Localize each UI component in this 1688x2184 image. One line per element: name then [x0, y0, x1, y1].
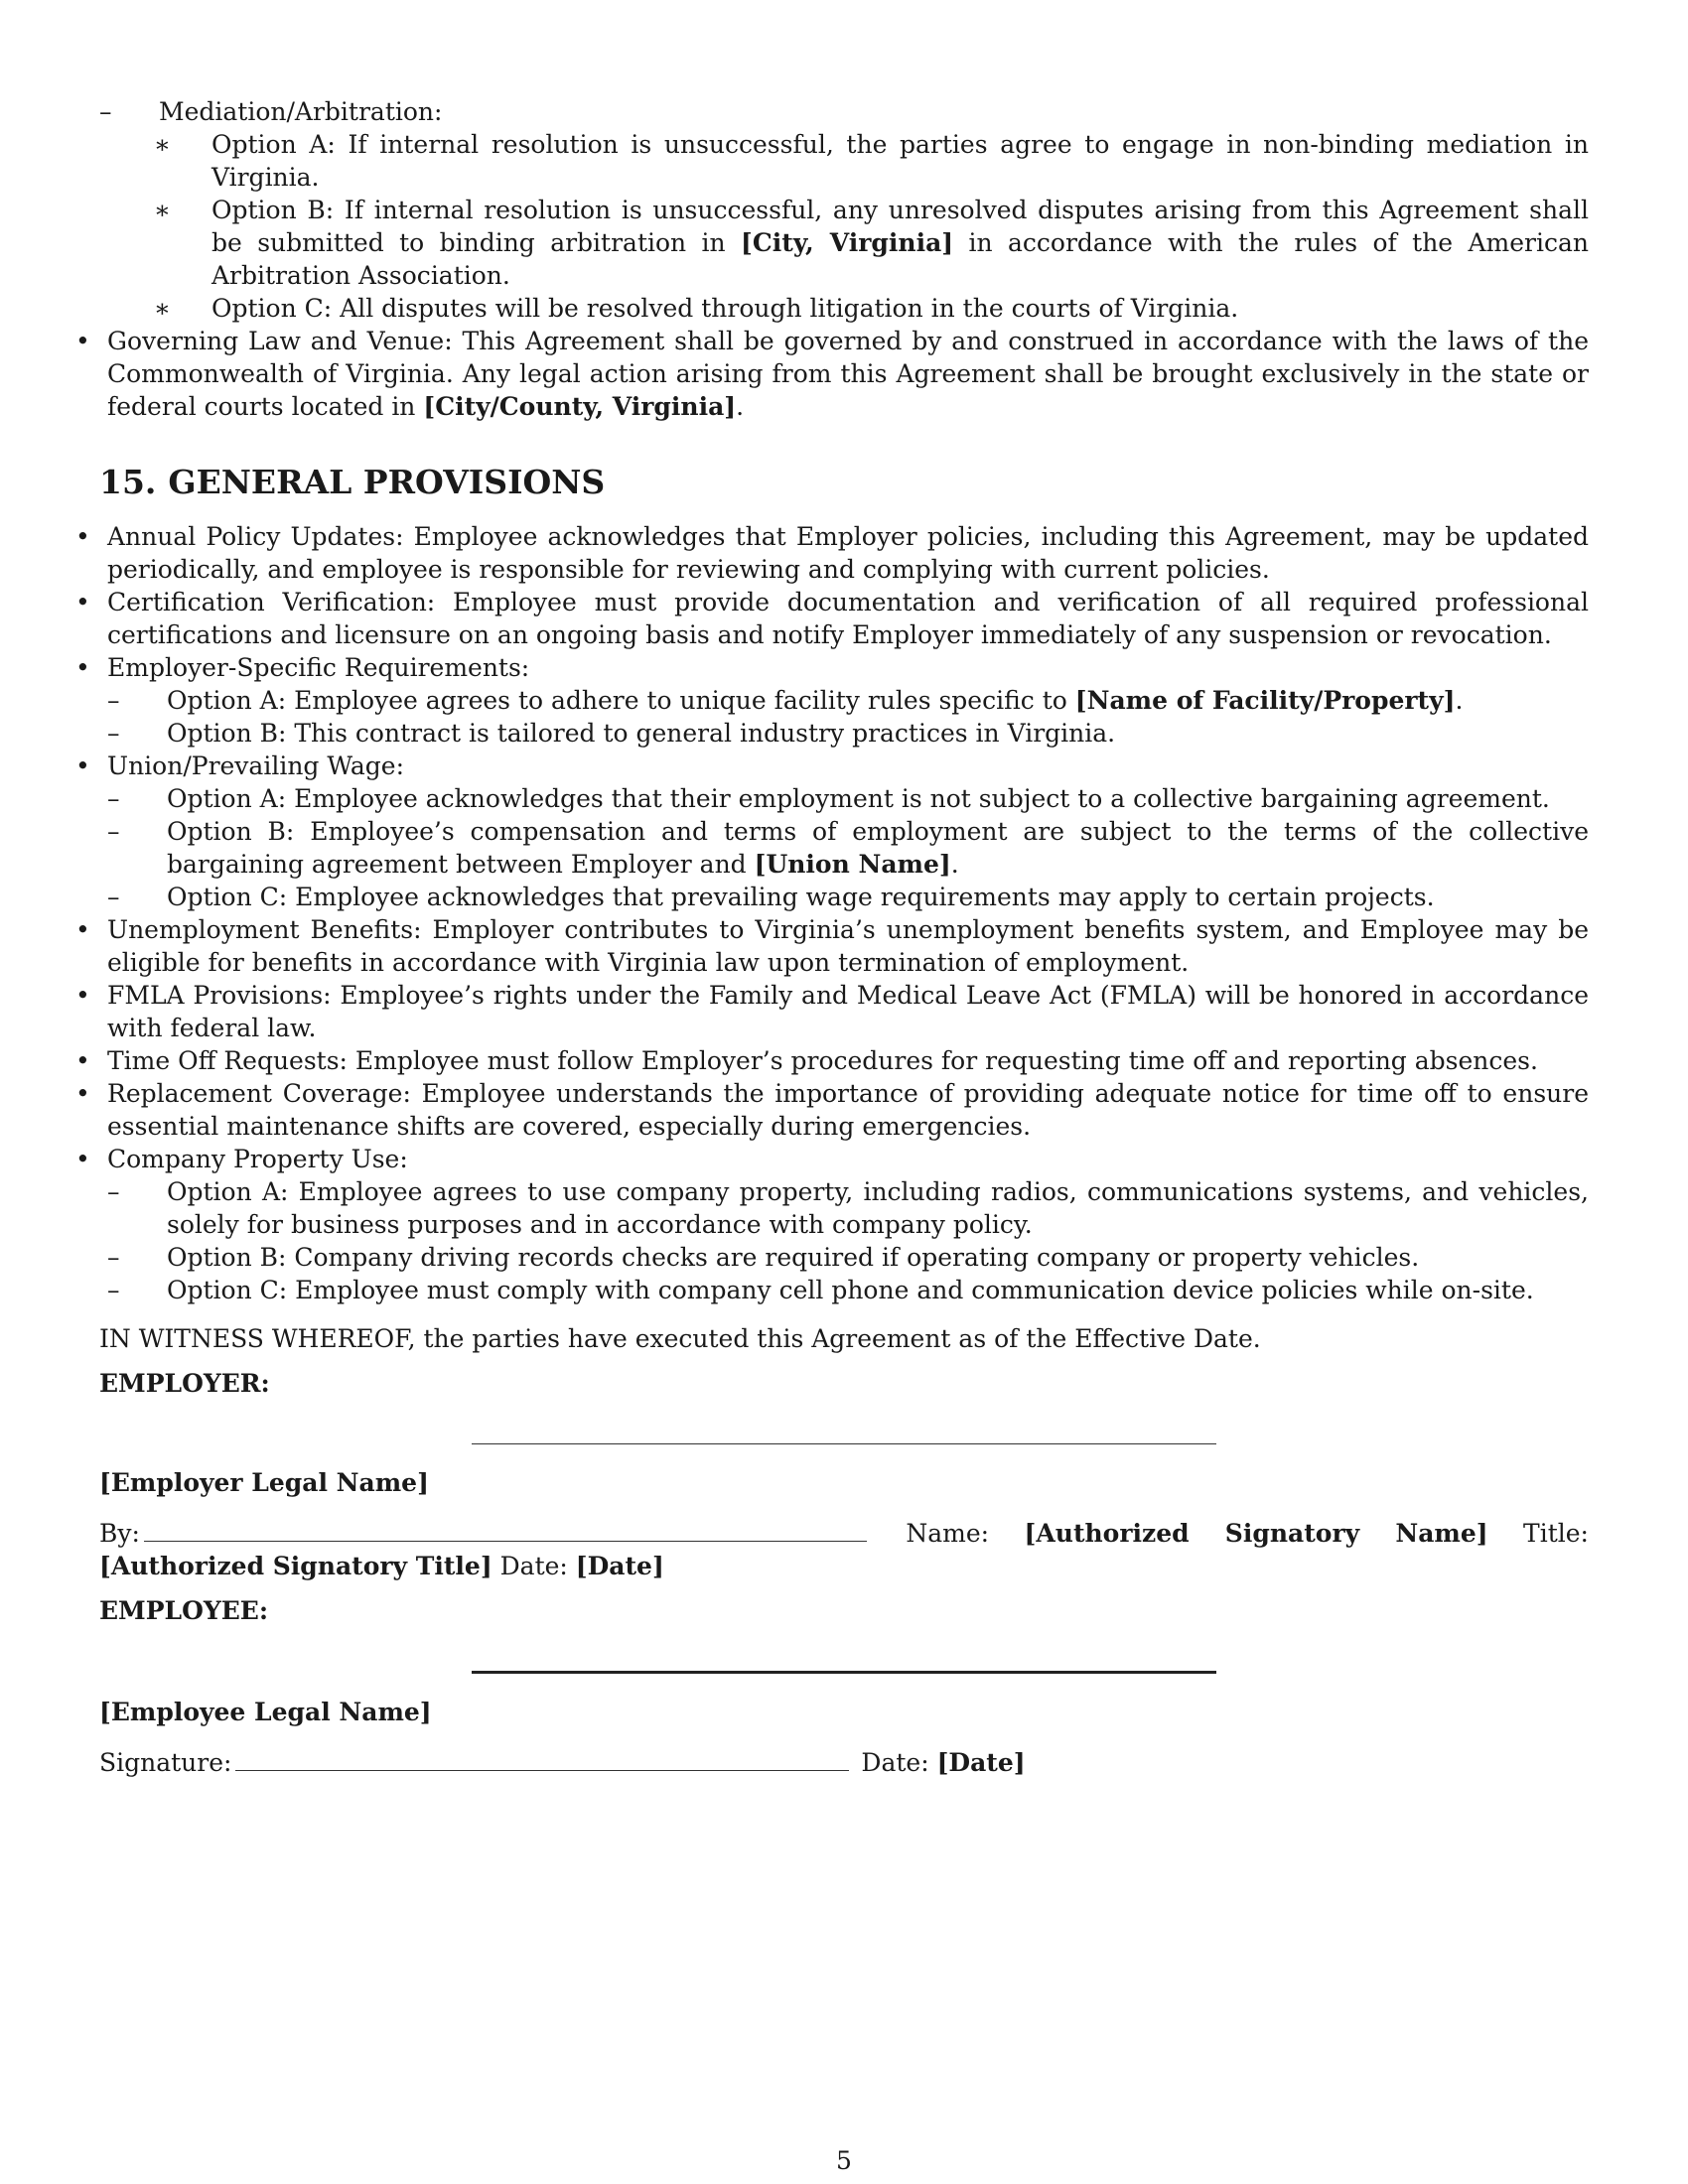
section-number: 15.	[99, 463, 157, 501]
employee-legal-name: [Employee Legal Name]	[99, 1698, 432, 1726]
property-option-c: Option C: Employee must comply with company cell phone and communication device policies while on-site.	[167, 1276, 1534, 1304]
employer-signature-line	[472, 1443, 1216, 1444]
dash-marker: –	[107, 1177, 120, 1206]
arbitration-city-placeholder: [City, Virginia]	[741, 228, 954, 257]
union-option-a: Option A: Employee acknowledges that their employment is not subject to a collective bargaining agreement.	[167, 784, 1550, 813]
unemployment-text: Unemployment Benefits: Employer contributes to Virginia’s unemployment benefits system, and Employee may be eligible for benefits in accordance with Virginia law upon termination of employment.	[107, 915, 1589, 977]
dash-marker: –	[107, 784, 120, 813]
employee-signature-row	[99, 1746, 1589, 1779]
employer-specific-option-a: Option A: Employee agrees to adhere to unique facility rules specific to	[167, 686, 1075, 715]
list-item	[107, 815, 1589, 881]
title-label: Title:	[1523, 1519, 1589, 1548]
list-item	[40, 979, 1589, 1044]
witness-statement: IN WITNESS WHEREOF, the parties have executed this Agreement as of the Effective Date.	[99, 1324, 1261, 1353]
by-label: By:	[99, 1519, 140, 1548]
page-number: 5	[836, 2146, 852, 2175]
employer-specific-option-b: Option B: This contract is tailored to general industry practices in Virginia.	[167, 719, 1116, 748]
bullet-marker: •	[75, 522, 90, 551]
mediation-options	[99, 128, 1589, 325]
list-item	[99, 292, 1589, 325]
employer-specific-options	[107, 684, 1589, 750]
page-content	[75, 95, 1589, 1779]
annual-policy-text: Annual Policy Updates: Employee acknowledges that Employer policies, including this Agreement, may be updated periodically, and employee is responsible for reviewing and complying with current policies.	[107, 522, 1589, 584]
employer-date-placeholder: [Date]	[575, 1552, 664, 1580]
mediation-item	[99, 95, 1589, 325]
list-item	[107, 717, 1589, 750]
employer-legal-name: [Employer Legal Name]	[99, 1468, 429, 1497]
section-title: GENERAL PROVISIONS	[168, 463, 606, 501]
list-item	[107, 782, 1589, 815]
mediation-option-c: Option C: All disputes will be resolved through litigation in the courts of Virginia.	[211, 294, 1239, 323]
governing-law-item	[40, 325, 1589, 423]
facility-placeholder: [Name of Facility/Property]	[1074, 686, 1456, 715]
dash-marker: –	[107, 1243, 120, 1272]
mediation-option-b-end: in accordance with the rules of the American Arbitration Association.	[211, 228, 1589, 290]
general-provisions-list	[40, 520, 1589, 1306]
union-options	[107, 782, 1589, 913]
governing-law-list	[40, 325, 1589, 423]
company-property-options	[107, 1175, 1589, 1306]
employee-heading: EMPLOYEE:	[99, 1596, 269, 1625]
bullet-marker: •	[75, 915, 90, 944]
list-item	[40, 913, 1589, 979]
asterisk-marker: ∗	[154, 130, 171, 159]
employee-signature-blank	[235, 1746, 849, 1771]
bullet-marker: •	[75, 653, 90, 682]
property-option-b: Option B: Company driving records checks are required if operating company or property vehicles.	[167, 1243, 1420, 1272]
dash-marker: –	[107, 719, 120, 748]
venue-placeholder: [City/County, Virginia]	[423, 392, 737, 421]
option-a-end: .	[1455, 686, 1464, 715]
section-heading	[99, 463, 1589, 502]
union-name-placeholder: [Union Name]	[754, 850, 951, 879]
union-option-b: Option B: Employee’s compensation and terms of employment are subject to the terms of the collective bargaining agreement between Employer and	[167, 817, 1589, 879]
name-label: Name:	[906, 1519, 990, 1548]
bullet-marker: •	[75, 327, 90, 355]
list-item	[99, 128, 1589, 194]
certification-text: Certification Verification: Employee must provide documentation and verification of all required professional certifications and licensure on an ongoing basis and notify Employer immediately of any suspension or revocation.	[107, 588, 1589, 649]
mediation-option-b: Option B: If internal resolution is unsuccessful, any unresolved disputes arising from this Agreement shall be submitted to binding arbitration in	[211, 196, 1589, 257]
bullet-marker: •	[75, 751, 90, 780]
company-property-label: Company Property Use:	[107, 1145, 408, 1173]
union-label: Union/Prevailing Wage:	[107, 751, 405, 780]
date-label: Date:	[499, 1552, 568, 1580]
fmla-text: FMLA Provisions: Employee’s rights under the Family and Medical Leave Act (FMLA) will be honored in accordance with federal law.	[107, 981, 1589, 1042]
list-item	[107, 881, 1589, 913]
employee-legal-name-row	[99, 1696, 1589, 1728]
asterisk-marker: ∗	[154, 294, 171, 323]
property-option-a: Option A: Employee agrees to use company property, including radios, communications systems, and vehicles, solely for business purposes and in accordance with company policy.	[167, 1177, 1589, 1239]
time-off-text: Time Off Requests: Employee must follow Employer’s procedures for requesting time off and reporting absences.	[107, 1046, 1538, 1075]
employer-legal-name-row	[99, 1466, 1589, 1499]
employee-signature-line	[472, 1671, 1216, 1674]
list-item	[40, 1143, 1589, 1306]
employee-date-placeholder: [Date]	[936, 1748, 1026, 1777]
dash-marker: –	[107, 883, 120, 911]
bullet-marker: •	[75, 1079, 90, 1108]
list-item	[99, 194, 1589, 292]
dash-marker: –	[107, 686, 120, 715]
mediation-label: Mediation/Arbitration:	[159, 97, 443, 126]
list-item	[40, 750, 1589, 913]
bullet-marker: •	[75, 1046, 90, 1075]
employer-specific-label: Employer-Specific Requirements:	[107, 653, 530, 682]
list-item	[107, 684, 1589, 717]
signatory-name-placeholder: [Authorized Signatory Name]	[1024, 1519, 1488, 1548]
list-item	[40, 1077, 1589, 1143]
by-signature-blank	[144, 1517, 867, 1542]
bullet-marker: •	[75, 1145, 90, 1173]
dash-marker: –	[107, 1276, 120, 1304]
signatory-title-placeholder: [Authorized Signatory Title]	[99, 1552, 492, 1580]
list-item	[40, 520, 1589, 586]
bullet-marker: •	[75, 588, 90, 616]
list-item	[40, 1044, 1589, 1077]
dash-marker: –	[107, 817, 120, 846]
replacement-coverage-text: Replacement Coverage: Employee understands the importance of providing adequate notice for time off to ensure essential maintenance shifts are covered, especially during emergencies.	[107, 1079, 1589, 1141]
list-item	[40, 586, 1589, 651]
asterisk-marker: ∗	[154, 196, 171, 224]
employer-by-row	[99, 1517, 1589, 1582]
employer-heading: EMPLOYER:	[99, 1369, 270, 1398]
mediation-option-a: Option A: If internal resolution is unsuccessful, the parties agree to engage in non-binding mediation in Virginia.	[211, 130, 1589, 192]
union-option-c: Option C: Employee acknowledges that prevailing wage requirements may apply to certain projects.	[167, 883, 1435, 911]
list-item	[107, 1241, 1589, 1274]
list-item	[107, 1175, 1589, 1241]
union-option-b-end: .	[950, 850, 959, 879]
governing-law-end: .	[736, 392, 745, 421]
bullet-marker: •	[75, 981, 90, 1010]
employee-date-label: Date:	[861, 1748, 929, 1777]
list-item	[40, 651, 1589, 750]
list-item	[107, 1274, 1589, 1306]
dash-marker: –	[99, 97, 112, 126]
signature-label: Signature:	[99, 1748, 232, 1777]
governing-law-text: Governing Law and Venue: This Agreement shall be governed by and construed in accordance with the laws of the Commonwealth of Virginia. Any legal action arising from this Agreement shall be brought exclusively in the state or federal courts located in	[107, 327, 1589, 421]
